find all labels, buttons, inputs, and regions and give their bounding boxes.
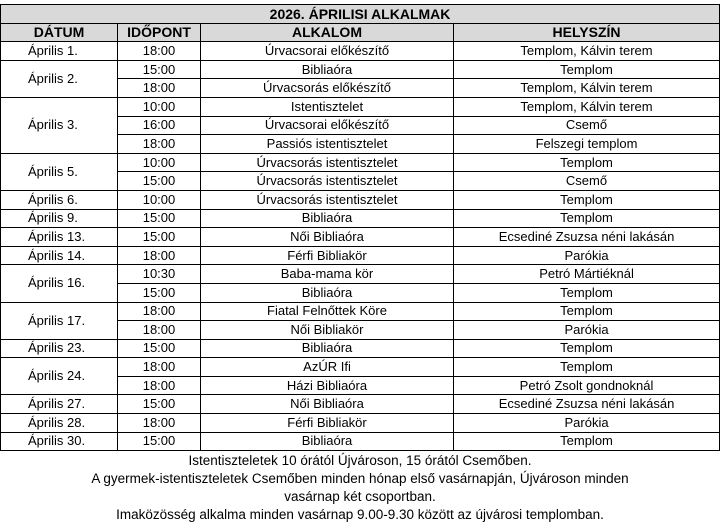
time-cell: 18:00 <box>118 414 201 433</box>
place-cell: Templom, Kálvin terem <box>454 79 720 98</box>
event-cell: Úrvacsorai előkészítő <box>201 42 454 61</box>
place-cell: Templom <box>454 432 720 451</box>
event-cell: Úrvacsorás istentisztelet <box>201 153 454 172</box>
place-cell: Petró Zsolt gondnoknál <box>454 376 720 395</box>
event-cell: Női Bibliakör <box>201 321 454 340</box>
place-cell: Petró Mártiéknál <box>454 265 720 284</box>
time-cell: 10:30 <box>118 265 201 284</box>
event-cell: Házi Bibliaóra <box>201 376 454 395</box>
time-cell: 15:00 <box>118 228 201 247</box>
table-title: 2026. ÁPRILISI ALKALMAK <box>1 5 720 24</box>
time-cell: 15:00 <box>118 339 201 358</box>
place-cell: Templom <box>454 190 720 209</box>
table-row <box>1 339 720 358</box>
time-cell: 15:00 <box>118 283 201 302</box>
place-cell: Parókia <box>454 414 720 433</box>
event-cell: Férfi Bibliakör <box>201 246 454 265</box>
date-cell: Április 6. <box>1 190 118 209</box>
place-cell: Felszegi templom <box>454 135 720 154</box>
time-cell: 18:00 <box>118 321 201 340</box>
column-header-date: DÁTUM <box>1 23 118 42</box>
footer-notes <box>0 452 720 524</box>
table-row <box>1 302 720 321</box>
event-cell: Női Bibliaóra <box>201 228 454 247</box>
table-row <box>1 395 720 414</box>
time-cell: 15:00 <box>118 395 201 414</box>
table-row <box>1 60 720 79</box>
place-cell: Parókia <box>454 321 720 340</box>
schedule-table <box>0 4 720 451</box>
place-cell: Templom <box>454 60 720 79</box>
event-cell: Női Bibliaóra <box>201 395 454 414</box>
place-cell: Templom, Kálvin terem <box>454 97 720 116</box>
table-row <box>1 414 720 433</box>
place-cell: Csemő <box>454 172 720 191</box>
date-cell: Április 13. <box>1 228 118 247</box>
date-cell: Április 5. <box>1 153 118 190</box>
event-cell: Bibliaóra <box>201 60 454 79</box>
table-row <box>1 97 720 116</box>
place-cell: Parókia <box>454 246 720 265</box>
column-header-place: HELYSZÍN <box>454 23 720 42</box>
event-cell: Férfi Bibliakör <box>201 414 454 433</box>
place-cell: Templom <box>454 209 720 228</box>
time-cell: 15:00 <box>118 172 201 191</box>
time-cell: 18:00 <box>118 135 201 154</box>
time-cell: 10:00 <box>118 97 201 116</box>
table-row <box>1 432 720 451</box>
event-cell: Baba-mama kör <box>201 265 454 284</box>
place-cell: Templom <box>454 283 720 302</box>
event-cell: Bibliaóra <box>201 432 454 451</box>
time-cell: 16:00 <box>118 116 201 135</box>
place-cell: Templom, Kálvin terem <box>454 42 720 61</box>
date-cell: Április 30. <box>1 432 118 451</box>
date-cell: Április 23. <box>1 339 118 358</box>
date-cell: Április 28. <box>1 414 118 433</box>
time-cell: 18:00 <box>118 302 201 321</box>
event-cell: Bibliaóra <box>201 339 454 358</box>
note-line: Istentiszteletek 10 órától Újvároson, 15 órától Csemőben. <box>188 453 532 468</box>
place-cell: Ecsediné Zsuzsa néni lakásán <box>454 395 720 414</box>
date-cell: Április 16. <box>1 265 118 302</box>
date-cell: Április 1. <box>1 42 118 61</box>
event-cell: Fiatal Felnőttek Köre <box>201 302 454 321</box>
time-cell: 15:00 <box>118 209 201 228</box>
time-cell: 15:00 <box>118 60 201 79</box>
event-cell: Úrvacsorás előkészítő <box>201 79 454 98</box>
time-cell: 10:00 <box>118 190 201 209</box>
date-cell: Április 3. <box>1 97 118 153</box>
place-cell: Templom <box>454 153 720 172</box>
place-cell: Templom <box>454 302 720 321</box>
place-cell: Ecsediné Zsuzsa néni lakásán <box>454 228 720 247</box>
place-cell: Templom <box>454 339 720 358</box>
table-row <box>1 265 720 284</box>
note-line: A gyermek-istentiszteletek Csemőben minden hónap első vasárnapján, Újvároson minden <box>91 471 629 486</box>
date-cell: Április 2. <box>1 60 118 97</box>
event-cell: Bibliaóra <box>201 283 454 302</box>
table-row <box>1 209 720 228</box>
note-line: Imaközösség alkalma minden vasárnap 9.00-9.30 között az újvárosi templomban. <box>116 507 604 522</box>
schedule-body <box>1 42 720 451</box>
date-cell: Április 24. <box>1 358 118 395</box>
table-row <box>1 42 720 61</box>
event-cell: AzÚR Ifi <box>201 358 454 377</box>
table-row <box>1 153 720 172</box>
time-cell: 18:00 <box>118 358 201 377</box>
column-header-event: ALKALOM <box>201 23 454 42</box>
time-cell: 18:00 <box>118 42 201 61</box>
date-cell: Április 17. <box>1 302 118 339</box>
event-cell: Úrvacsorai előkészítő <box>201 116 454 135</box>
time-cell: 18:00 <box>118 79 201 98</box>
column-header-time: IDŐPONT <box>118 23 201 42</box>
time-cell: 18:00 <box>118 376 201 395</box>
event-cell: Úrvacsorás istentisztelet <box>201 172 454 191</box>
event-cell: Passiós istentisztelet <box>201 135 454 154</box>
place-cell: Templom <box>454 358 720 377</box>
time-cell: 18:00 <box>118 246 201 265</box>
event-cell: Istentisztelet <box>201 97 454 116</box>
place-cell: Csemő <box>454 116 720 135</box>
time-cell: 10:00 <box>118 153 201 172</box>
table-row <box>1 246 720 265</box>
date-cell: Április 14. <box>1 246 118 265</box>
table-row <box>1 358 720 377</box>
date-cell: Április 27. <box>1 395 118 414</box>
date-cell: Április 9. <box>1 209 118 228</box>
time-cell: 15:00 <box>118 432 201 451</box>
event-cell: Bibliaóra <box>201 209 454 228</box>
table-row <box>1 228 720 247</box>
event-cell: Úrvacsorás istentisztelet <box>201 190 454 209</box>
note-line: vasárnap két csoportban. <box>284 489 436 504</box>
table-row <box>1 190 720 209</box>
